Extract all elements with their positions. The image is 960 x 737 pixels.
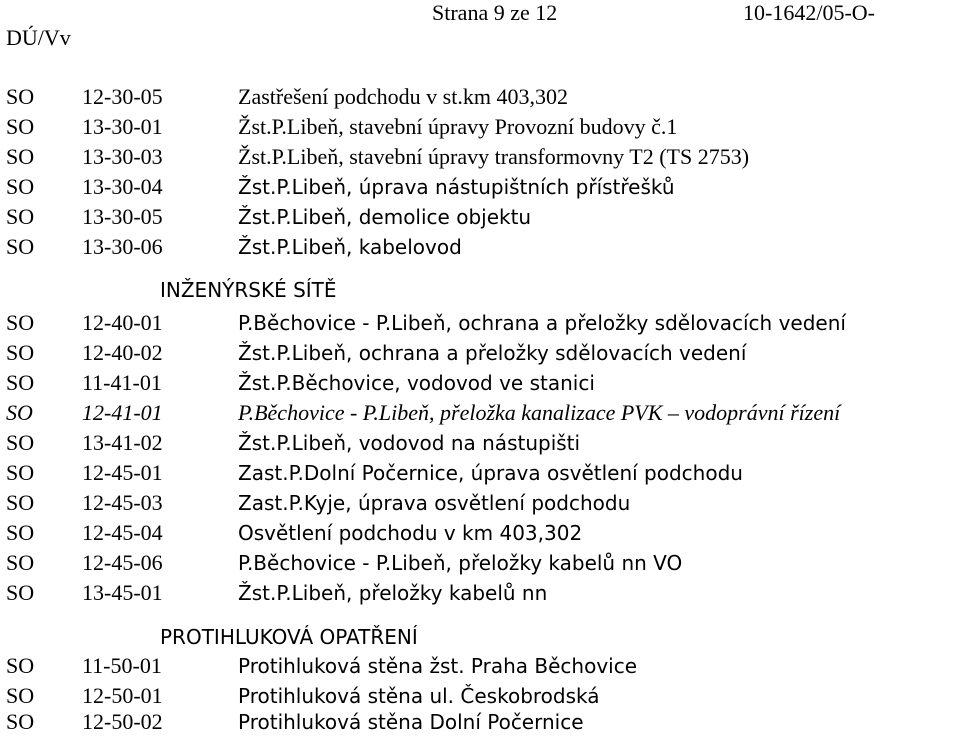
object-code: 12-41-01 [82, 400, 163, 425]
object-description: Zast.P.Dolní Počernice, úprava osvětlení podchodu [238, 461, 743, 485]
object-code: 12-30-05 [82, 84, 163, 109]
object-description: Žst.P.Libeň, přeložky kabelů nn [238, 581, 548, 605]
object-code: 13-41-02 [82, 430, 163, 455]
object-description: Protihluková stěna žst. Praha Běchovice [238, 654, 638, 678]
object-description: P.Běchovice - P.Libeň, přeložky kabelů nn VO [238, 551, 683, 575]
object-description: Zastřešení podchodu v st.km 403,302 [238, 84, 568, 109]
object-code: 13-30-04 [82, 174, 163, 199]
object-type: SO [6, 400, 33, 425]
object-description: Žst.P.Libeň, stavební úpravy Provozní budovy č.1 [238, 114, 678, 139]
object-description: Osvětlení podchodu v km 403,302 [238, 521, 583, 545]
object-type: SO [6, 174, 35, 199]
object-code: 12-50-01 [82, 683, 163, 708]
section-heading: INŽENÝRSKÉ SÍTĚ [160, 278, 337, 302]
object-code: 13-30-01 [82, 114, 163, 139]
object-type: SO [6, 460, 35, 485]
object-description: Žst.P.Libeň, kabelovod [238, 235, 462, 259]
document-id-continuation: DÚ/Vv [6, 25, 71, 50]
object-type: SO [6, 310, 35, 335]
object-code: 13-30-03 [82, 144, 163, 169]
object-description: Protihluková stěna Dolní Počernice [238, 710, 584, 734]
section-heading: PROTIHLUKOVÁ OPATŘENÍ [160, 625, 418, 649]
object-type: SO [6, 430, 35, 455]
object-type: SO [6, 114, 35, 139]
object-description: Žst.P.Libeň, úprava nástupištních přístřešků [238, 175, 675, 199]
object-description: Žst.P.Libeň, demolice objektu [238, 205, 532, 229]
document-id: 10-1642/05-O- [743, 0, 875, 25]
object-type: SO [6, 490, 35, 515]
object-type: SO [6, 370, 35, 395]
object-code: 13-30-06 [82, 234, 163, 259]
object-description: Žst.P.Libeň, stavební úpravy transformovny T2 (TS 2753) [238, 144, 750, 169]
object-type: SO [6, 144, 35, 169]
object-code: 12-45-04 [82, 520, 163, 545]
object-code: 11-50-01 [82, 653, 162, 678]
object-code: 12-45-03 [82, 490, 163, 515]
object-code: 11-41-01 [82, 370, 162, 395]
object-code: 12-50-02 [82, 709, 163, 734]
object-type: SO [6, 683, 35, 708]
object-code: 13-45-01 [82, 580, 163, 605]
page-number: Strana 9 ze 12 [432, 0, 558, 25]
object-type: SO [6, 709, 35, 734]
object-type: SO [6, 340, 35, 365]
object-code: 12-40-01 [82, 310, 163, 335]
object-description: Žst.P.Libeň, vodovod na nástupišti [238, 431, 581, 455]
object-type: SO [6, 580, 35, 605]
object-type: SO [6, 84, 35, 109]
object-code: 12-45-01 [82, 460, 163, 485]
object-code: 12-45-06 [82, 550, 163, 575]
object-type: SO [6, 204, 35, 229]
object-code: 12-40-02 [82, 340, 163, 365]
object-type: SO [6, 550, 35, 575]
object-code: 13-30-05 [82, 204, 163, 229]
object-description: P.Běchovice - P.Libeň, ochrana a přeložky sdělovacích vedení [238, 311, 846, 335]
object-description: Žst.P.Běchovice, vodovod ve stanici [238, 371, 595, 395]
object-type: SO [6, 234, 35, 259]
object-description: Zast.P.Kyje, úprava osvětlení podchodu [238, 491, 631, 515]
object-type: SO [6, 520, 35, 545]
object-description: P.Běchovice - P.Libeň, přeložka kanalizace PVK – vodoprávní řízení [238, 400, 841, 425]
object-description: Žst.P.Libeň, ochrana a přeložky sdělovacích vedení [238, 341, 747, 365]
object-description: Protihluková stěna ul. Českobrodská [238, 684, 600, 708]
object-type: SO [6, 653, 35, 678]
